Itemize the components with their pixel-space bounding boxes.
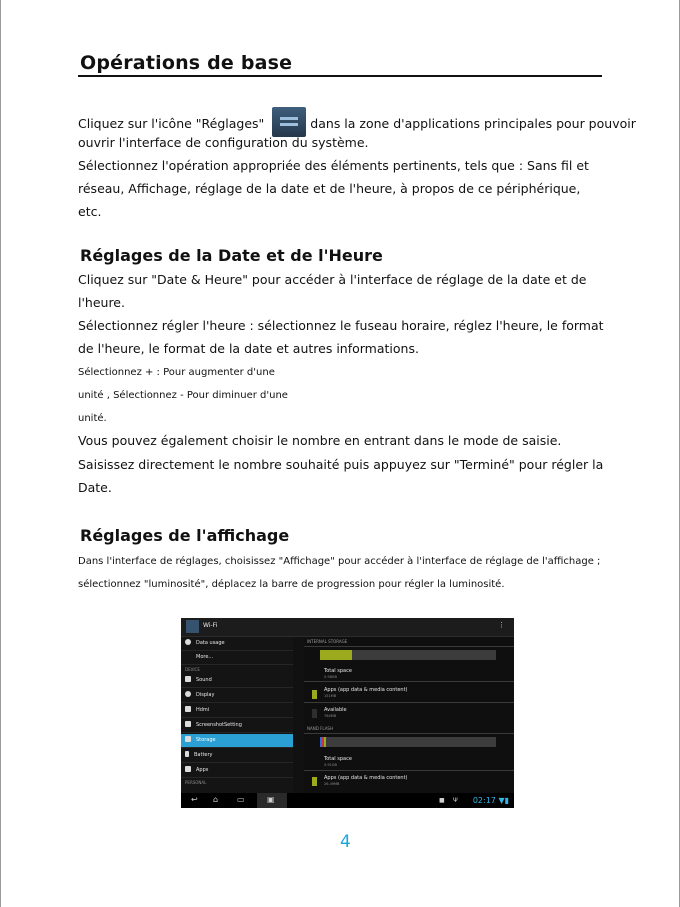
intro-line-1-end: dans la zone d'applications principales pour pouvoir (310, 116, 636, 131)
clock-time: 02:17 (472, 796, 496, 805)
data-usage-icon (185, 639, 191, 645)
intro-line-1-start: Cliquez sur l'icône "Réglages" (78, 116, 265, 131)
overflow-menu-icon[interactable]: ⋮ (498, 621, 505, 629)
screenshot-button-icon[interactable]: ▣ (257, 793, 287, 808)
date-line-2: l'heure. (78, 295, 125, 310)
date-small-line-3: unité. (78, 413, 107, 424)
sidebar-item-hdmi[interactable] (181, 704, 293, 718)
screenshot-icon (185, 721, 191, 727)
date-line-7: Date. (78, 480, 112, 495)
sidebar-item-label: Display (196, 692, 215, 698)
nand-apps-color-swatch (312, 777, 317, 786)
apps-icon (185, 766, 191, 772)
internal-storage-header: INTERNAL STORAGE (307, 639, 348, 644)
internal-total-title: Total space (324, 668, 352, 674)
intro-line-4: réseau, Affichage, réglage de la date et de l'heure, à propos de ce périphérique, (78, 181, 581, 196)
page-title: Opérations de base (80, 52, 293, 74)
internal-storage-used-fill (320, 650, 352, 660)
notification-icon: ■ (439, 797, 445, 804)
sidebar-item-more[interactable] (181, 651, 293, 665)
nand-total-value: 5.91GB (324, 763, 337, 767)
nand-storage-bar (320, 737, 496, 747)
sidebar-header-personal: PERSONAL (185, 780, 207, 785)
header-rule (304, 646, 514, 647)
home-icon[interactable]: ⌂ (213, 795, 219, 804)
section-heading-date: Réglages de la Date et de l'Heure (80, 246, 383, 265)
internal-storage-bar (320, 650, 496, 660)
sidebar-item-storage[interactable] (181, 734, 293, 748)
sidebar-item-label: ScreenshotSetting (196, 722, 242, 728)
internal-total-value: 0.98GB (324, 675, 337, 679)
date-line-6: Saisissez directement le nombre souhaité puis appuyez sur "Terminé" pour régler la (78, 457, 604, 472)
sidebar-item-sound[interactable] (181, 674, 293, 688)
hdmi-icon (185, 706, 191, 712)
back-icon[interactable]: ↩ (191, 795, 198, 804)
storage-icon (185, 736, 191, 742)
sound-icon (185, 676, 191, 682)
nand-total-title: Total space (324, 756, 352, 762)
intro-line-5: etc. (78, 204, 102, 219)
date-line-4: de l'heure, le format de la date et autres informations. (78, 341, 419, 356)
sidebar-item-label: Data usage (196, 640, 225, 646)
internal-available-value: 764MB (324, 714, 337, 718)
sidebar-item-screenshot-setting[interactable] (181, 719, 293, 733)
page-border-left (0, 0, 1, 907)
battery-status-icon: ▮ (504, 796, 509, 805)
status-clock (473, 796, 509, 805)
nand-flash-header: NAND FLASH (307, 726, 333, 731)
nand-fill-green (324, 737, 326, 747)
entry-rule (304, 770, 514, 771)
wifi-icon: ▼ (498, 796, 505, 805)
usb-icon: Ψ (453, 797, 458, 804)
action-bar-title: Wi-Fi (203, 622, 218, 629)
entry-rule (304, 681, 514, 682)
intro-line-2: ouvrir l'interface de configuration du système. (78, 135, 369, 150)
date-line-3: Sélectionnez régler l'heure : sélectionnez le fuseau horaire, réglez l'heure, le format (78, 318, 604, 333)
sidebar-item-label: Storage (196, 737, 216, 743)
display-line-1: Dans l'interface de réglages, choisissez "Affichage" pour accéder à l'interface de réglage de l'affichage ; (78, 556, 601, 567)
apps-color-swatch (312, 690, 317, 699)
sidebar-item-data-usage[interactable] (181, 637, 293, 651)
display-line-2: sélectionnez "luminosité", déplacez la barre de progression pour régler la luminosité. (78, 579, 505, 590)
internal-apps-value: 151MB (324, 694, 337, 698)
page-number: 4 (340, 832, 351, 852)
settings-sidebar (181, 637, 293, 793)
sidebar-item-display[interactable] (181, 689, 293, 703)
system-navigation-bar (181, 793, 514, 808)
sidebar-item-apps[interactable] (181, 764, 293, 778)
date-line-5: Vous pouvez également choisir le nombre en entrant dans le mode de saisie. (78, 433, 562, 448)
available-color-swatch (312, 709, 317, 718)
entry-rule (304, 702, 514, 703)
nand-apps-value: 26.49MB (324, 782, 340, 786)
date-small-line-1: Sélectionnez + : Pour augmenter d'une (78, 367, 275, 378)
sidebar-item-label: Apps (196, 767, 209, 773)
section-heading-display: Réglages de l'affichage (80, 526, 290, 545)
settings-app-icon (186, 620, 199, 633)
header-rule (304, 733, 514, 734)
date-line-1: Cliquez sur "Date & Heure" pour accéder à l'interface de réglage de la date et de (78, 272, 587, 287)
sidebar-item-label: More... (196, 654, 214, 660)
date-small-line-2: unité , Sélectionnez - Pour diminuer d'une (78, 390, 288, 401)
screenshot-action-bar (181, 618, 514, 637)
sidebar-item-label: Battery (194, 752, 213, 758)
internal-apps-title: Apps (app data & media content) (324, 687, 408, 693)
sidebar-item-label: Sound (196, 677, 212, 683)
sidebar-header-device: DEVICE (185, 667, 200, 672)
internal-available-title: Available (324, 707, 347, 713)
nand-apps-title: Apps (app data & media content) (324, 775, 408, 781)
battery-icon (185, 751, 189, 757)
recent-apps-icon[interactable]: ▭ (237, 795, 245, 804)
storage-details-panel (304, 637, 514, 793)
sidebar-item-battery[interactable] (181, 749, 293, 763)
storage-settings-screenshot (181, 618, 514, 808)
sidebar-item-label: Hdmi (196, 707, 210, 713)
display-icon (185, 691, 191, 697)
intro-line-3: Sélectionnez l'opération appropriée des éléments pertinents, tels que : Sans fil et (78, 158, 589, 173)
title-underline (78, 75, 602, 77)
